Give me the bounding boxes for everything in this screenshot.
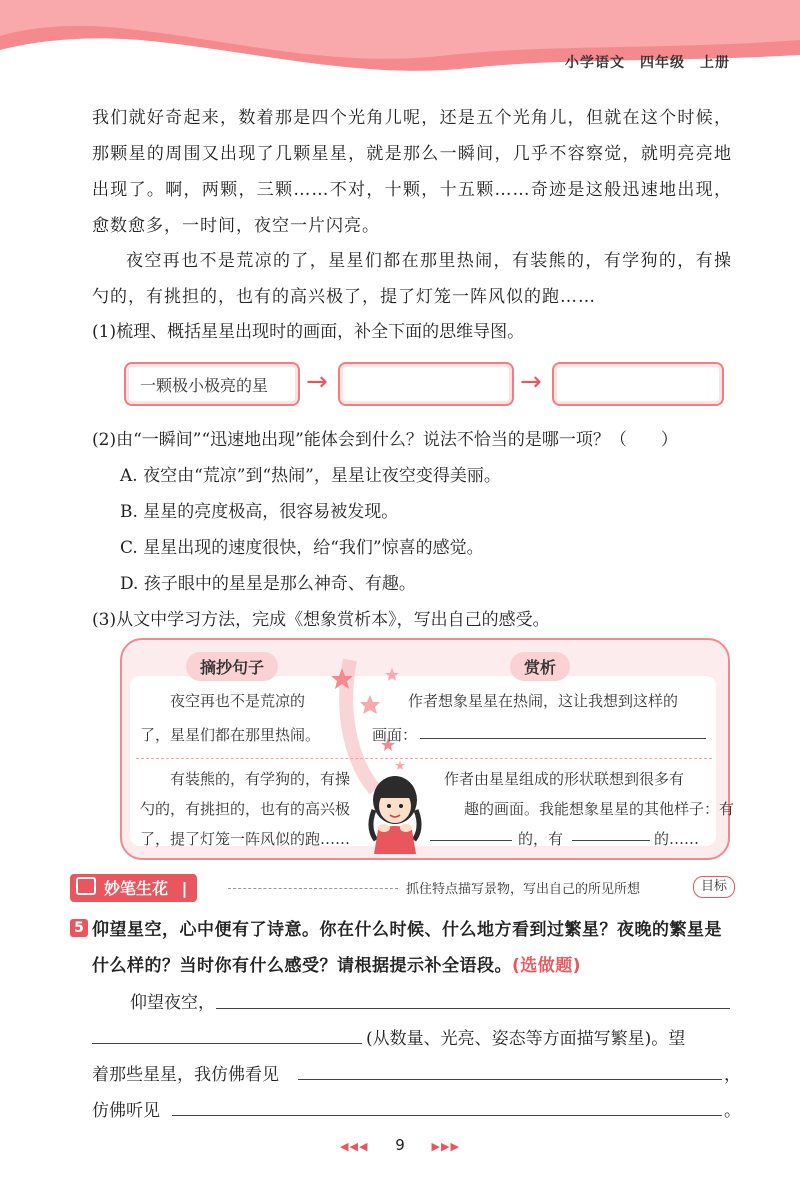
- writing-line-4-prefix: 仿佛听见: [92, 1101, 160, 1121]
- writing-line-4-end: 。: [724, 1101, 741, 1121]
- writing-line-1-prefix: 仰望夜空，: [130, 993, 215, 1013]
- option-a[interactable]: A. 夜空由“荒凉”到“热闹”，星星让夜空变得美丽。: [120, 466, 501, 486]
- page-right-arrows-icon: ▶▶▶: [431, 1140, 460, 1153]
- page-footer: [0, 1136, 800, 1154]
- appreciation-2-blank-1[interactable]: [430, 840, 512, 841]
- header-title: 小学语文 四年级 上册: [565, 55, 730, 71]
- page-number: 9: [395, 1136, 405, 1154]
- notebook-divider: [136, 758, 712, 759]
- question-5-prompt: [92, 912, 732, 984]
- girl-illustration-icon: [360, 770, 430, 854]
- mindmap-box-1: [124, 362, 300, 406]
- writing-blank-2[interactable]: [92, 1043, 362, 1044]
- section-title: 妙笔生花: [104, 879, 169, 898]
- mindmap-arrow-1: →: [306, 367, 328, 397]
- writing-line-2-text: (从数量、光亮、姿态等方面描写繁星)。望: [366, 1029, 686, 1049]
- writing-line-3-end: ，: [724, 1065, 741, 1085]
- appreciation-2-line-3a: 的，有: [518, 830, 564, 848]
- excerpt-2-line-1: 有装熊的，有学狗的，有操: [170, 770, 351, 788]
- section-dash-line: [228, 888, 398, 889]
- mindmap-box-1-text: 一颗极小极亮的星: [140, 376, 269, 395]
- mindmap-arrow-2: →: [520, 367, 542, 397]
- book-icon: [76, 877, 96, 895]
- tag-excerpt: 摘抄句子: [186, 652, 278, 681]
- goal-tag: 目标: [693, 876, 735, 898]
- tag-appreciation: 赏析: [510, 652, 570, 681]
- excerpt-2-line-2: 勺的，有挑担的，也有的高兴极: [140, 800, 351, 818]
- appreciation-2-line-2: 趣的画面。我能想象星星的其他样子：有: [464, 800, 735, 818]
- writing-blank-3[interactable]: [298, 1079, 722, 1080]
- section-header: 妙笔生花 |: [70, 874, 197, 902]
- optional-tag: (选做题): [512, 956, 582, 976]
- passage-paragraph-1: 我们就好奇起来，数着那是四个光角儿呢，还是五个光角儿，但就在这个时候，那颗星的周围又出现了几颗星星，就是那么一瞬间，几乎不容察觉，就明亮亮地出现了。啊，两颗，三颗……不对，十颗，十五颗……奇迹是这般迅速地出现，愈数愈多，一时间，夜空一片闪亮。: [92, 108, 732, 236]
- appreciation-1-blank[interactable]: [420, 738, 706, 739]
- option-b[interactable]: B. 星星的亮度极高，很容易被发现。: [120, 502, 399, 522]
- excerpt-2-line-3: 了，提了灯笼一阵风似的跑……: [140, 830, 351, 848]
- writing-blank-1[interactable]: [216, 1008, 730, 1009]
- excerpt-1-line-2: 了，星星们都在那里热闹。: [140, 726, 321, 744]
- option-c[interactable]: C. 星星出现的速度很快，给“我们”惊喜的感觉。: [120, 538, 484, 558]
- appreciation-1-line-2: 画面：: [372, 726, 418, 744]
- mindmap-box-2[interactable]: [338, 362, 514, 406]
- question-5-number: 5: [70, 919, 88, 937]
- section-goal: 抓住特点描写景物，写出自己的所见所想: [406, 882, 641, 897]
- writing-blank-4[interactable]: [172, 1115, 722, 1116]
- option-d[interactable]: D. 孩子眼中的星星是那么神奇、有趣。: [120, 574, 416, 594]
- question-2: (2)由“一瞬间”“迅速地出现”能体会到什么？说法不恰当的是哪一项？（ ）: [92, 430, 678, 450]
- appreciation-2-line-1: 作者由星星组成的形状联想到很多有: [444, 770, 685, 788]
- question-1: (1)梳理、概括星星出现时的画面，补全下面的思维导图。: [92, 322, 525, 342]
- question-3: (3)从文中学习方法，完成《想象赏析本》，写出自己的感受。: [92, 610, 550, 630]
- appreciation-1-line-1: 作者想象星星在热闹，这让我想到这样的: [408, 692, 679, 710]
- appreciation-2-line-3b: 的……: [654, 830, 700, 848]
- excerpt-1-line-1: 夜空再也不是荒凉的: [170, 692, 306, 710]
- question-5-text: 仰望星空，心中便有了诗意。你在什么时候、什么地方看到过繁星？夜晚的繁星是什么样的？当时你有什么感受？请根据提示补全语段。: [92, 920, 722, 976]
- page-left-arrows-icon: ◀◀◀: [340, 1140, 369, 1153]
- appreciation-2-blank-2[interactable]: [572, 840, 650, 841]
- mindmap-box-3[interactable]: [552, 362, 724, 406]
- passage-paragraph-2: 夜空再也不是荒凉的了，星星们都在那里热闹，有装熊的，有学狗的，有操勺的，有挑担的，也有的高兴极了，提了灯笼一阵风似的跑……: [92, 251, 732, 307]
- writing-line-3-prefix: 着那些星星，我仿佛看见: [92, 1065, 279, 1085]
